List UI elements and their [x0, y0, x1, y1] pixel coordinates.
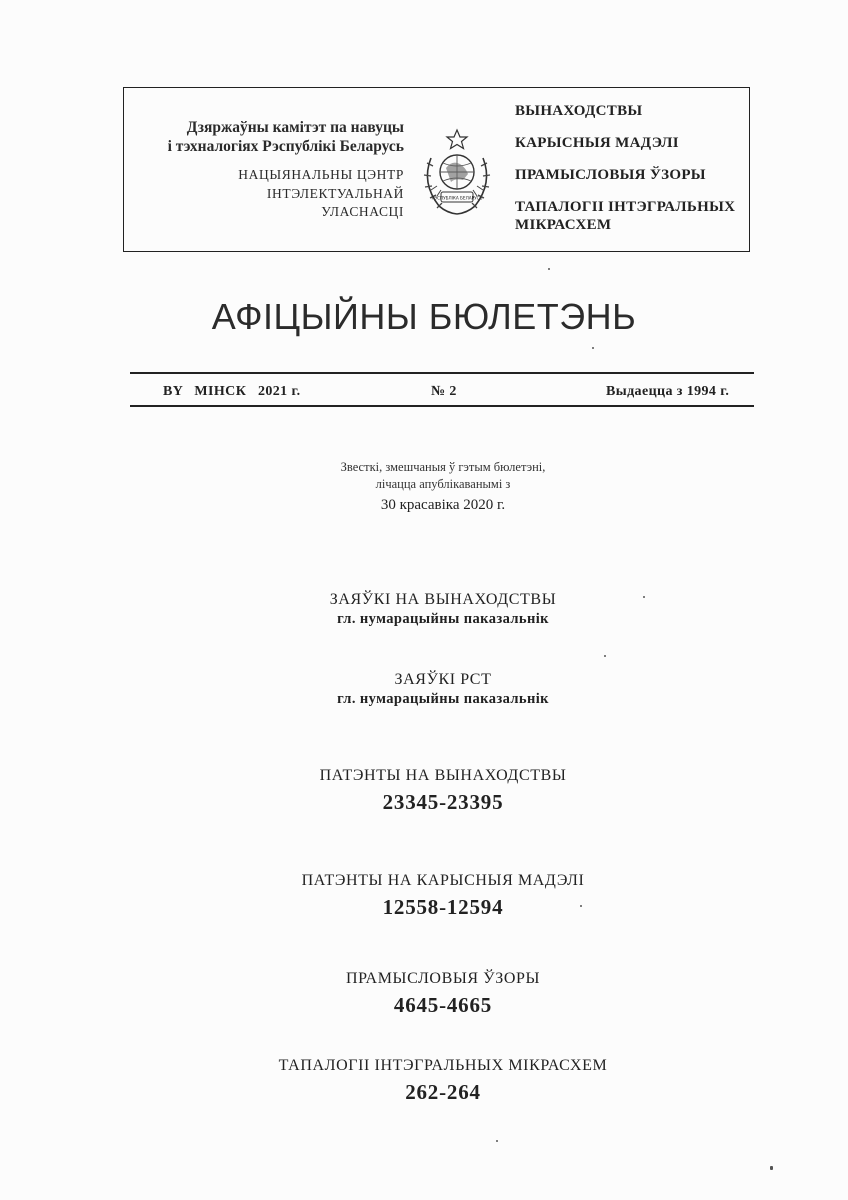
- committee-line: Дзяржаўны камітэт па навуцы: [186, 119, 404, 136]
- committee-name: [168, 118, 404, 156]
- section-number-range: 262-264: [405, 1080, 481, 1104]
- scan-speck: [496, 1140, 498, 1142]
- committee-line: і тэхналогіях Рэспублікі Беларусь: [167, 138, 404, 155]
- section-subtext: гл. нумарацыйны паказальнік: [337, 691, 549, 707]
- category-item: [515, 198, 735, 234]
- bottom-rule: [130, 405, 754, 407]
- notice-line: Звесткі, змешчаныя ў гэтым бюлетэні,: [340, 460, 546, 474]
- published-since: Выдаецца з 1994 г.: [606, 384, 730, 399]
- category-item: КАРЫСНЫЯ МАДЭЛІ: [515, 135, 679, 151]
- category-item: ВЫНАХОДСТВЫ: [515, 103, 643, 119]
- country-city-year: BY МІНСК 2021 г.: [163, 384, 301, 399]
- center-line: ІНТЭЛЕКТУАЛЬНАЙ: [266, 185, 404, 201]
- bulletin-title: АФІЦЫЙНЫ БЮЛЕТЭНЬ: [211, 296, 637, 337]
- section-utility-model-patents: [0, 870, 848, 923]
- section-industrial-designs: [0, 968, 848, 1021]
- section-number-range: 23345-23395: [382, 790, 504, 814]
- top-rule: [130, 372, 754, 374]
- section-heading: ПАТЭНТЫ НА КАРЫСНЫЯ МАДЭЛІ: [301, 872, 585, 889]
- scan-speck: [580, 905, 582, 907]
- section-heading: ЗАЯЎКІ НА ВЫНАХОДСТВЫ: [329, 591, 557, 608]
- section-pct-applications: [0, 669, 848, 709]
- section-number-range: 12558-12594: [382, 895, 504, 919]
- section-heading: ТАПАЛОГІІ ІНТЭГРАЛЬНЫХ МІКРАСХЕМ: [278, 1057, 608, 1074]
- scan-speck: [770, 1166, 773, 1170]
- category-item-line: МІКРАСХЕМ: [515, 217, 612, 233]
- section-heading: ЗАЯЎКІ PCT: [394, 671, 492, 688]
- section-invention-patents: [0, 765, 848, 818]
- category-item-line: ТАПАЛОГІІ ІНТЭГРАЛЬНЫХ: [515, 199, 736, 215]
- section-subtext: гл. нумарацыйны паказальнік: [337, 611, 549, 627]
- section-ic-topologies: [0, 1055, 848, 1108]
- section-invention-applications: [0, 589, 848, 629]
- center-name: [238, 166, 404, 222]
- scan-speck: [643, 596, 645, 598]
- coat-of-arms-emblem: [413, 128, 501, 218]
- scan-speck: [604, 655, 606, 657]
- notice-line: лічацца апублікаванымі з: [375, 477, 511, 491]
- section-heading: ПАТЭНТЫ НА ВЫНАХОДСТВЫ: [319, 767, 567, 784]
- scan-speck: [548, 268, 550, 270]
- notice-date: 30 красавіка 2020 г.: [380, 497, 506, 513]
- section-heading: ПРАМЫСЛОВЫЯ ЎЗОРЫ: [345, 970, 541, 987]
- category-list: [515, 102, 735, 234]
- section-number-range: 4645-4665: [393, 993, 493, 1017]
- center-line: НАЦЫЯНАЛЬНЫ ЦЭНТР: [238, 167, 404, 182]
- category-item: ПРАМЫСЛОВЫЯ ЎЗОРЫ: [515, 167, 706, 183]
- emblem-ribbon-text: РЭСПУБЛІКА БЕЛАРУСЬ: [431, 195, 483, 201]
- publication-notice: [0, 459, 848, 517]
- scan-speck: [592, 347, 594, 349]
- center-line: УЛАСНАСЦІ: [321, 204, 404, 219]
- issue-number: № 2: [431, 384, 457, 399]
